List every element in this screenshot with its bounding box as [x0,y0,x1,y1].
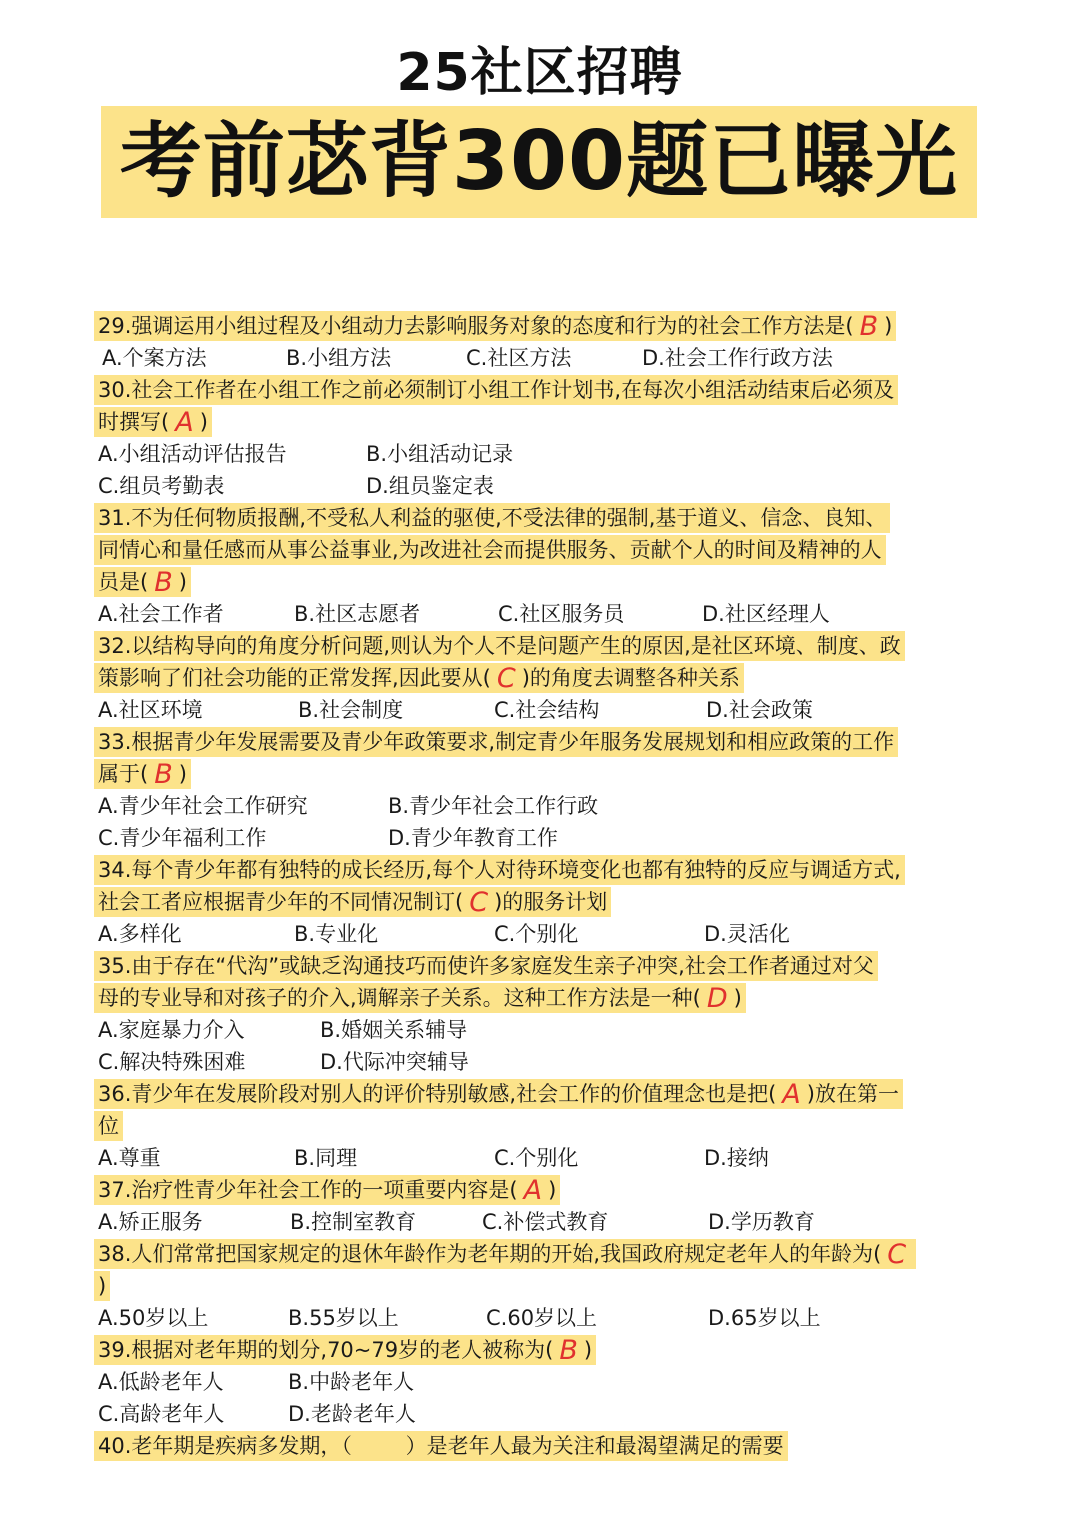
option-choice: C.高龄老年人 [98,1402,225,1426]
question-line [94,726,974,758]
option-choice: D.社会政策 [706,698,813,722]
question-list [94,310,974,1462]
option-choice: B.中龄老年人 [288,1370,415,1394]
question-text [94,311,896,341]
option-choice: A.社会工作者 [98,602,224,626]
option-choice: A.小组活动评估报告 [98,442,287,466]
question-item [94,950,974,1078]
question-text-segment: 同情心和量任感而从事公益事业,为改进社会而提供服务、贡献个人的时间及精神的人 [98,538,882,562]
question-text-segment: 29.强调运用小组过程及小组动力去影响服务对象的态度和行为的社会工作方法是( [98,314,854,338]
question-text-tail: )的角度去调整各种关系 [521,666,740,690]
option-choice: A.青少年社会工作研究 [98,794,308,818]
option-choice: A.社区环境 [98,698,203,722]
question-text [94,631,905,661]
page-title: 25社区招聘 [396,43,683,103]
option-choice: D.社会工作行政方法 [642,346,833,370]
handwritten-answer: C [887,1239,907,1270]
question-text-segment: 32.以结构导向的角度分析问题,则认为个人不是问题产生的原因,是社区环境、制度、政 [98,634,901,658]
option-choice: D.组员鉴定表 [366,474,494,498]
handwritten-answer: B [559,1335,578,1366]
options-row [94,470,974,502]
options-row [94,1046,974,1078]
title-banner [101,106,977,218]
option-choice: D.65岁以上 [708,1306,821,1330]
question-text-tail: ) [178,762,187,786]
option-choice: B.社会制度 [298,698,404,722]
question-text-segment: 时撰写( [98,410,170,434]
option-choice: A.50岁以上 [98,1306,209,1330]
question-text [94,951,878,981]
option-choice: A.矫正服务 [98,1210,203,1234]
question-text-segment: 社会工者应根据青少年的不同情况制订( [98,890,464,914]
options-row [94,342,974,374]
options-row [94,1014,974,1046]
question-line [94,1238,974,1270]
question-text-segment: 母的专业导和对孩子的介入,调解亲子关系。这种工作方法是一种( [98,986,701,1010]
question-text-segment: 30.社会工作者在小组工作之前必须制订小组工作计划书,在每次小组活动结束后必须及 [98,378,895,402]
question-text-segment: 37.治疗性青少年社会工作的一项重要内容是( [98,1178,518,1202]
handwritten-answer: C [496,663,516,694]
question-line [94,886,974,918]
question-text-segment: 40.老年期是疾病多发期，（ [98,1434,352,1458]
question-line [94,1174,974,1206]
question-line [94,1270,974,1302]
question-text [94,1335,596,1365]
question-item [94,1238,974,1334]
option-choice: C.组员考勤表 [98,474,225,498]
option-choice: D.老龄老年人 [288,1402,416,1426]
question-text-tail: ）是老年人最为关注和最渴望满足的需要 [405,1434,784,1458]
question-text [94,759,191,789]
question-line [94,950,974,982]
option-choice: B.控制室教育 [290,1210,417,1234]
question-item [94,374,974,502]
handwritten-answer [352,1434,406,1460]
question-text-segment: 35.由于存在“代沟”或缺乏沟通技巧而使许多家庭发生亲子冲突,社会工作者通过对父 [98,954,874,978]
options-row [94,790,974,822]
question-line [94,630,974,662]
options-row [94,1398,974,1430]
question-text [94,1431,788,1461]
options-row [94,918,974,950]
option-choice: B.小组活动记录 [366,442,514,466]
option-choice: C.补偿式教育 [482,1210,609,1234]
question-text-segment: 34.每个青少年都有独特的成长经历,每个人对待环境变化也都有独特的反应与调适方式, [98,858,901,882]
question-text-tail: )的服务计划 [494,890,608,914]
question-line [94,662,974,694]
option-choice: B.青少年社会工作行政 [388,794,599,818]
question-item [94,854,974,950]
option-choice: A.尊重 [98,1146,161,1170]
question-item [94,310,974,374]
option-choice: B.同理 [294,1146,358,1170]
question-line [94,406,974,438]
option-choice: D.灵活化 [704,922,790,946]
question-text-tail: ) [583,1338,593,1362]
question-line [94,374,974,406]
option-choice: B.婚姻关系辅导 [320,1018,468,1042]
question-text [94,407,212,437]
option-choice: C.社区方法 [466,346,572,370]
question-item [94,1078,974,1174]
options-row [94,694,974,726]
options-row [94,1142,974,1174]
options-row [94,1366,974,1398]
question-text [94,375,898,405]
question-text: ) [94,1271,110,1301]
question-text [94,503,890,533]
question-text-tail: ) [548,1178,557,1202]
question-text [94,535,886,565]
question-line [94,758,974,790]
option-choice: A.多样化 [98,922,182,946]
question-line [94,854,974,886]
question-text [94,1239,916,1269]
handwritten-answer: B [154,759,173,790]
handwritten-answer: A [523,1175,543,1206]
question-item [94,630,974,726]
question-text-segment: 33.根据青少年发展需要及青少年政策要求,制定青少年服务发展规划和相应政策的工作 [98,730,895,754]
option-choice: C.60岁以上 [486,1306,598,1330]
question-line [94,982,974,1014]
question-text [94,1175,560,1205]
handwritten-answer: C [469,887,489,918]
option-choice: D.青少年教育工作 [388,826,558,850]
options-row [94,438,974,470]
question-line [94,1334,974,1366]
option-choice: B.社区志愿者 [294,602,421,626]
options-row [94,1302,974,1334]
question-text [94,567,191,597]
options-row [94,822,974,854]
option-choice: C.社区服务员 [498,602,625,626]
question-text-segment: 39.根据对老年期的划分,70~79岁的老人被称为( [98,1338,554,1362]
option-choice: C.解决特殊困难 [98,1050,246,1074]
option-choice: C.社会结构 [494,698,600,722]
question-text-segment: 31.不为任何物质报酬,不受私人利益的驱使,不受法律的强制,基于道义、信念、良知、 [98,506,887,530]
question-item [94,1174,974,1238]
handwritten-answer: A [175,407,194,438]
question-line [94,1110,974,1142]
banner-text: 考前苾背300题已曝光 [119,114,959,209]
handwritten-answer: A [782,1079,801,1110]
option-choice: B.专业化 [294,922,379,946]
handwritten-answer: D [706,983,728,1014]
question-text-segment: 策影响了们社会功能的正常发挥,因此要从( [98,666,491,690]
handwritten-answer: B [859,311,879,342]
question-line [94,1078,974,1110]
option-choice: A.个案方法 [102,346,207,370]
question-text-segment: 36.青少年在发展阶段对别人的评价特别敏感,社会工作的价值理念也是把( [98,1082,777,1106]
question-text-segment: 员是( [98,570,149,594]
question-text-tail: ) [178,570,187,594]
question-item [94,1430,974,1462]
question-text [94,663,744,693]
option-choice: D.社区经理人 [702,602,830,626]
option-choice: C.个别化 [494,922,579,946]
option-choice: D.接纳 [704,1146,769,1170]
question-text [94,1079,903,1109]
question-text [94,855,905,885]
options-row [94,598,974,630]
question-line [94,502,974,534]
option-choice: C.个别化 [494,1146,579,1170]
question-item [94,726,974,854]
question-text [94,887,611,917]
handwritten-answer: B [154,567,173,598]
question-text-tail: ) [733,986,742,1010]
question-text: 位 [94,1111,123,1141]
question-line [94,566,974,598]
option-choice: A.低龄老年人 [98,1370,224,1394]
question-line [94,1430,974,1462]
option-choice: B.55岁以上 [288,1306,399,1330]
option-choice: D.代际冲突辅导 [320,1050,469,1074]
question-item [94,502,974,630]
option-choice: D.学历教育 [708,1210,815,1234]
question-text-tail: )放在第一 [806,1082,899,1106]
question-text-segment: 38.人们常常把国家规定的退休年龄作为老年期的开始,我国政府规定老年人的年龄为( [98,1242,882,1266]
option-choice: C.青少年福利工作 [98,826,267,850]
option-choice: B.小组方法 [286,346,392,370]
question-text-segment: 属于( [98,762,149,786]
question-line [94,534,974,566]
question-text [94,983,746,1013]
question-text-tail: ) [199,410,208,434]
question-text-tail: ) [884,314,893,338]
option-choice: A.家庭暴力介入 [98,1018,245,1042]
question-text [94,727,898,757]
question-line [94,310,974,342]
question-item [94,1334,974,1430]
options-row [94,1206,974,1238]
